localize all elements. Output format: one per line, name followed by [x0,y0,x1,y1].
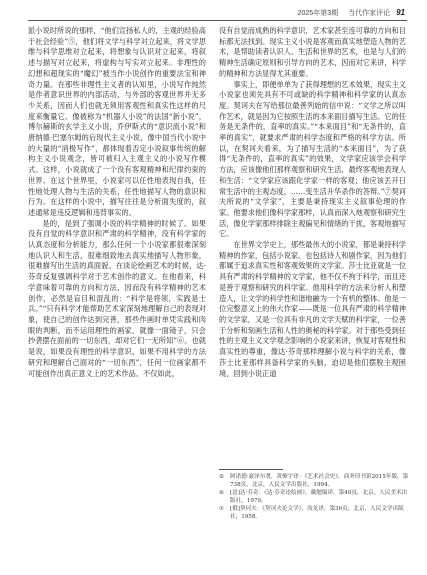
left-column [28,26,206,379]
footnote-rule [219,469,283,470]
page-number: 91 [396,8,405,17]
footnote [219,473,409,489]
running-header [298,8,405,18]
paragraph: 是的，是到了强调小说的科学精神的时候了。如果没有自觉的科学意识和严肃的科学精神，没有科学家的认真态度和分析能力，那么任何一个小说家都很难深刻地认识人和生活，很难细致地去真实地描写人物形象，很难描写出生活的真面貌。在谈论绘画艺术的时候，达·芬奇反复强调科学对于艺术创作的意义。在他看来，科学意味着可靠的方向和方法，因而没有科学精神的艺术创作，必然是盲目和混乱的：“科学是将领，实践是士兵。”“只有科学才能帮助艺术家深刻地理解自己的表现对象，使自己的创作达到完善，那些作画时单凭实践和肉眼的判断，而不运用理性的画家，就像一面镜子，只会抄袭摆在面前的一切东西，却对它们一无所知”⑥。也就是说，如果没有理性的科学意识，如果不用科学的方法研究和理解自己面对的“一切东西”，任何一位画家都不可能创作出真正意义上的艺术作品。不仅如此， [28,218,206,378]
paragraph: 事实上，即便单单为了获得理想的艺术效果，现实主义小说家也须先具有不可或缺的科学精神和科学家的认真态度。契诃夫在写给那位最善列始的信中说：“文学之所以叫作艺术，就是因为它按照生活的本来面目描写生活。它的任务是无条件的，直率的真实。”“本来面目”和“无条件的，直率的真实”，就要求严肃的科学态度和严格的科学方法。所以，在契诃夫看来，为了描写生活的“本来面目”，为了获得“无条件的，直率的真实”的效果，文学家应该学会科学方法，应该像他们那样观察和研究生活，最终客观地表现人和生活：“文学家应该跟化学家一样的客观；他应该丢开日常生活中的主观态度，……变生活升华杀作的答辩。”⑦契诃夫所说的“文学家”，主要是秉持现实主义叙事伦理的作家。他要求他们像科学家那样，认真而深入地观察和研究生活，像化学家那样排除主观偏见和情绪的干扰，客观地描写它。 [219,79,406,239]
footnote-mark: ⑤ [219,474,225,480]
issue-label: 2025年第3期 [297,10,339,17]
footnote-mark: ⑦ [219,506,225,513]
footnote-text: 阿诺德·豪泽尔著，黄燎宇译：《艺术社会史》，商务印书馆2015年版，第738页，北京，人民文学出版社，1994。 [230,474,409,489]
header-rule [28,20,407,21]
paragraph: 在世界文学史上，那些最伟大的小说家，都是秉持科学精神的作家，包括小说家、也包括诗人和剧作家，因为他们都属于追求真实性和客观效果的文学家。莎士比亚就是一位具有严肃的科学精神的文学家，他不仅不拘于科学，而且还是善于观察和研究的科学家。他用科学的方法来分析人和塑造人，让文学的科学性和谐地融为一个有机的整体。他是一位完整意义上的伟大作家——既是一位具有严肃的科学精神的文学家，又是一位具有非凡的文学天赋的科学家，一位善于分析和刻画生活和人性的奥秘的科学家。对于那些受到任性的主观主义文学观念影响的小说家来讲，恢复对客观性和真实性的尊重，像达·芬奇那样理解小说与科学的关系，像莎士比亚那样具备科学家的头脑，迫切是他们摆脱主观困境，回到小说正道 [219,240,406,378]
right-column [219,26,406,379]
footnote-text: [意]达·芬奇：《达·芬奇论绘画》，戴勉编译，第40页，北京，人民美术出版社，1979。 [230,490,408,505]
footnote-mark: ⑥ [219,490,225,497]
footnote-text: [俄]契诃夫：《契诃夫论文学》，汝龙译，第36页，北京，人民文学出版社，1958。 [230,506,404,521]
footnotes [219,473,409,522]
journal-title: 当代作家评论 [348,10,391,17]
paragraph: 没有自觉而成熟的科学意识，艺术家甚至连可靠的方向和目标都无法找到。现实主义小说是客观而真实地塑造人物的艺术，是帮助读者认识人、生活和世界的艺术，也是与人们的精神生活确定原则和引导方向的艺术，因而对它来讲，科学的精神和方法显得尤其重要。 [219,26,406,78]
footnote [219,489,409,505]
paragraph: 派小说时所说的那样，“他们宣扬私人的，主观的经验高于社会经验”⑤，他们将文学与科学对立起来，将文学思维与科学思维对立起来，将想象与认识对立起来，将叙述与描写对立起来，将虚构与写实对立起来。非理性的幻想和超现实的“魔幻”被当作小说创作的重要法宝和神奇力量。在那些非理性主义者的认知里，小说写作纯然是作者意识世界的内部活动，与外部的客观世界并无多少关系，因而人们也就无须用客观性和真实性这样的尺度来衡量它。像被称为“机器人小说”的法国“新小说”，博尔赫斯的玄学主义小说，乔伊斯式的“意识流小说”和唐纳德·巴塞尔姆的后现代主义小说，像中国当代小说中的大量的“消极写作”，都体现着否定小说叙事传统的解构主义小说观念，皆可被归入主观主义的小说写作模式。这样，小说就成了一个没有客观精神和纪律约束的世界。在这个世界里，小说家可以任性地表现自我，任性地处理人物与生活的关系，任性地描写人物的意识和行为。在这样的小说中，描写往往是分析面失度的，叙述通常是违反逻辑和违背事实的。 [28,26,206,217]
footnote [219,505,409,521]
